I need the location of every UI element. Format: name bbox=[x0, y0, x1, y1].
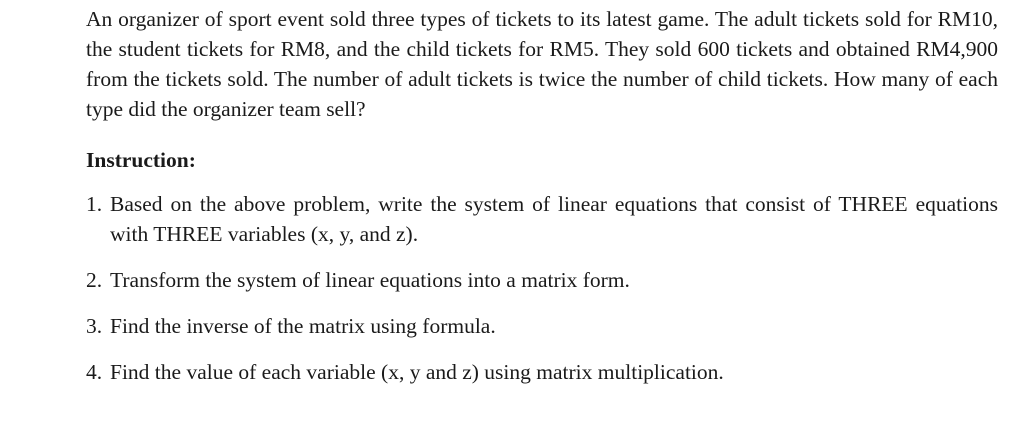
instruction-step-2 bbox=[86, 265, 998, 295]
step-number: 3. bbox=[86, 314, 103, 338]
instruction-step-3 bbox=[86, 311, 998, 341]
step-number: 2. bbox=[86, 268, 103, 292]
step-text: Find the value of each variable (x, y and z) using matrix multiplication. bbox=[110, 360, 724, 384]
step-number: 1. bbox=[86, 192, 103, 216]
step-number: 4. bbox=[86, 360, 103, 384]
instruction-list bbox=[86, 189, 998, 387]
step-text: Based on the above problem, write the system of linear equations that consist of THREE equations with THREE variables (x, y, and z). bbox=[110, 192, 998, 246]
step-text: Transform the system of linear equations into a matrix form. bbox=[110, 268, 630, 292]
instruction-step-4 bbox=[86, 357, 998, 387]
step-text: Find the inverse of the matrix using formula. bbox=[110, 314, 496, 338]
instruction-step-1 bbox=[86, 189, 998, 249]
instruction-heading: Instruction: bbox=[86, 148, 196, 172]
document bbox=[86, 4, 998, 403]
problem-statement: An organizer of sport event sold three types of tickets to its latest game. The adult tickets sold for RM10, the student tickets for RM8, and the child tickets for RM5. They sold 600 tickets and obtained RM4,900 from the tickets sold. The number of adult tickets is twice the number of child tickets. How many of each type did the organizer team sell? bbox=[86, 7, 998, 121]
